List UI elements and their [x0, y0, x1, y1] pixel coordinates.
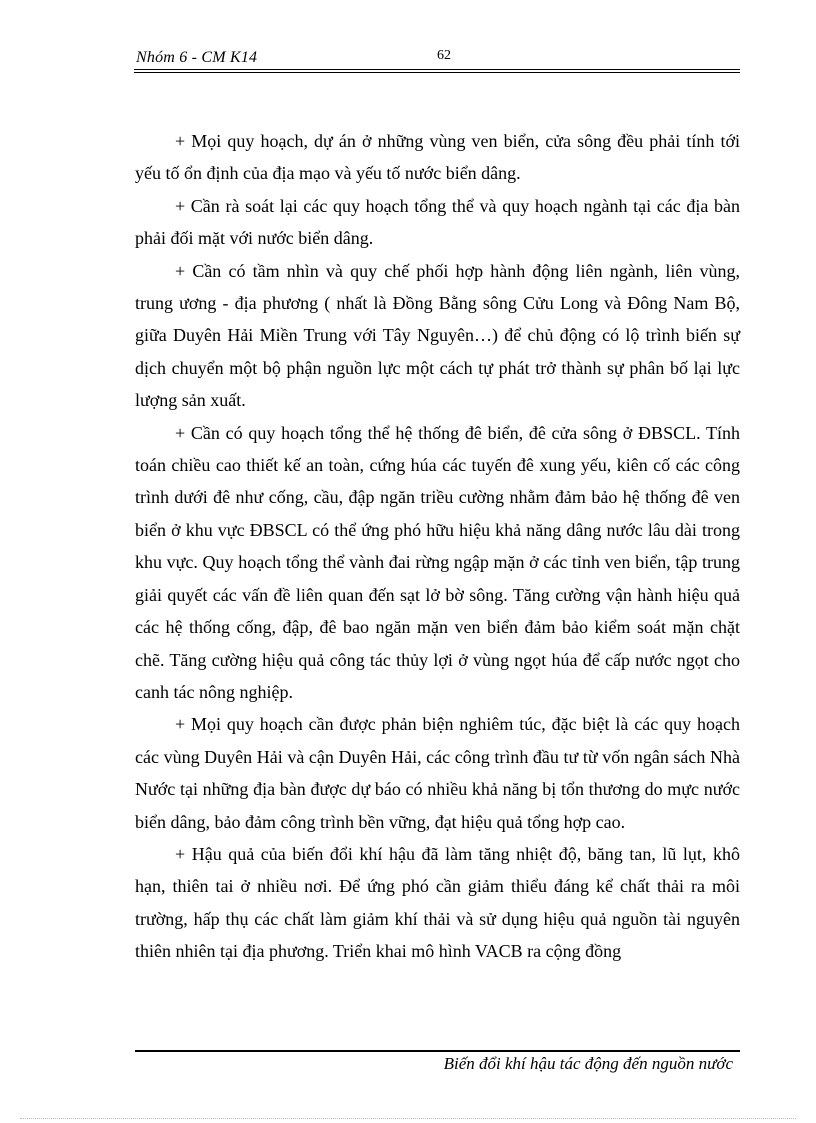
header-rule — [134, 69, 740, 70]
paragraph-5: + Mọi quy hoạch cần được phản biện nghiêm túc, đặc biệt là các quy hoạch các vùng Duyên Hải và cận Duyên Hải, các công trình đầu tư từ vốn ngân sách Nhà Nước tại những địa bàn được dự báo có nhiều khả năng bị tổn thương do mực nước biển dâng, bảo đảm công trình bền vững, đạt hiệu quả tổng hợp cao. — [135, 714, 740, 832]
paragraph-2: + Cần rà soát lại các quy hoạch tổng thể và quy hoạch ngành tại các địa bàn phải đối mặt với nước biển dâng. — [135, 195, 740, 249]
footer-rule — [135, 1050, 740, 1052]
header-group-label: Nhóm 6 - CM K14 — [136, 49, 258, 66]
page-header — [134, 46, 740, 74]
paragraph-3: + Cần có tầm nhìn và quy chế phối hợp hành động liên ngành, liên vùng, trung ương - địa phương ( nhất là Đồng Bằng sông Cửu Long và Đông Nam Bộ, giữa Duyên Hải Miền Trung với Tây Nguyên…) để chủ động có lộ trình biến sự dịch chuyển một bộ phận nguồn lực một cách tự phát trở thành sự phân bố lại lực lượng sản xuất. — [135, 260, 740, 411]
paragraph-4: + Cần có quy hoạch tổng thể hệ thống đê biển, đê cửa sông ở ĐBSCL. Tính toán chiều cao thiết kế an toàn, cứng húa các tuyến đê xung yếu, kiên cố các công trình dưới đê như cống, cầu, đập ngăn triều cường nhằm đảm bảo hệ thống đê ven biển ở khu vực ĐBSCL có thể ứng phó hữu hiệu khả năng dâng nước lâu dài trong khu vực. Quy hoạch tổng thể vành đai rừng ngập mặn ở các tỉnh ven biển, tập trung giải quyết các vấn đề liên quan đến sạt lở bờ sông. Tăng cường vận hành hiệu quả các hệ thống cống, đập, đê bao ngăn mặn ven biển đảm bảo kiểm soát mặn chặt chẽ. Tăng cường hiệu quả công tác thủy lợi ở vùng ngọt húa để cấp nước ngọt cho canh tác nông nghiệp. — [135, 422, 740, 702]
page-number: 62 — [437, 48, 451, 63]
paragraph-1: + Mọi quy hoạch, dự án ở những vùng ven biển, cửa sông đều phải tính tới yếu tố ổn định của địa mạo và yếu tố nước biển dâng. — [135, 131, 740, 184]
paragraph-6: + Hậu quả của biến đổi khí hậu đã làm tăng nhiệt độ, băng tan, lũ lụt, khô hạn, thiên tai ở nhiều nơi. Để ứng phó cần giảm thiểu đáng kể chất thải ra môi trường, hấp thụ các chất làm giảm khí thải và sử dụng hiệu quả nguồn tài nguyên thiên nhiên tại địa phương. Triển khai mô hình VACB ra cộng đồng — [135, 843, 740, 962]
document-body — [135, 125, 740, 968]
header-rule-double — [134, 72, 740, 73]
page-edge-divider — [20, 1118, 796, 1119]
footer-title: Biến đổi khí hậu tác động đến nguồn nước — [443, 1054, 733, 1073]
